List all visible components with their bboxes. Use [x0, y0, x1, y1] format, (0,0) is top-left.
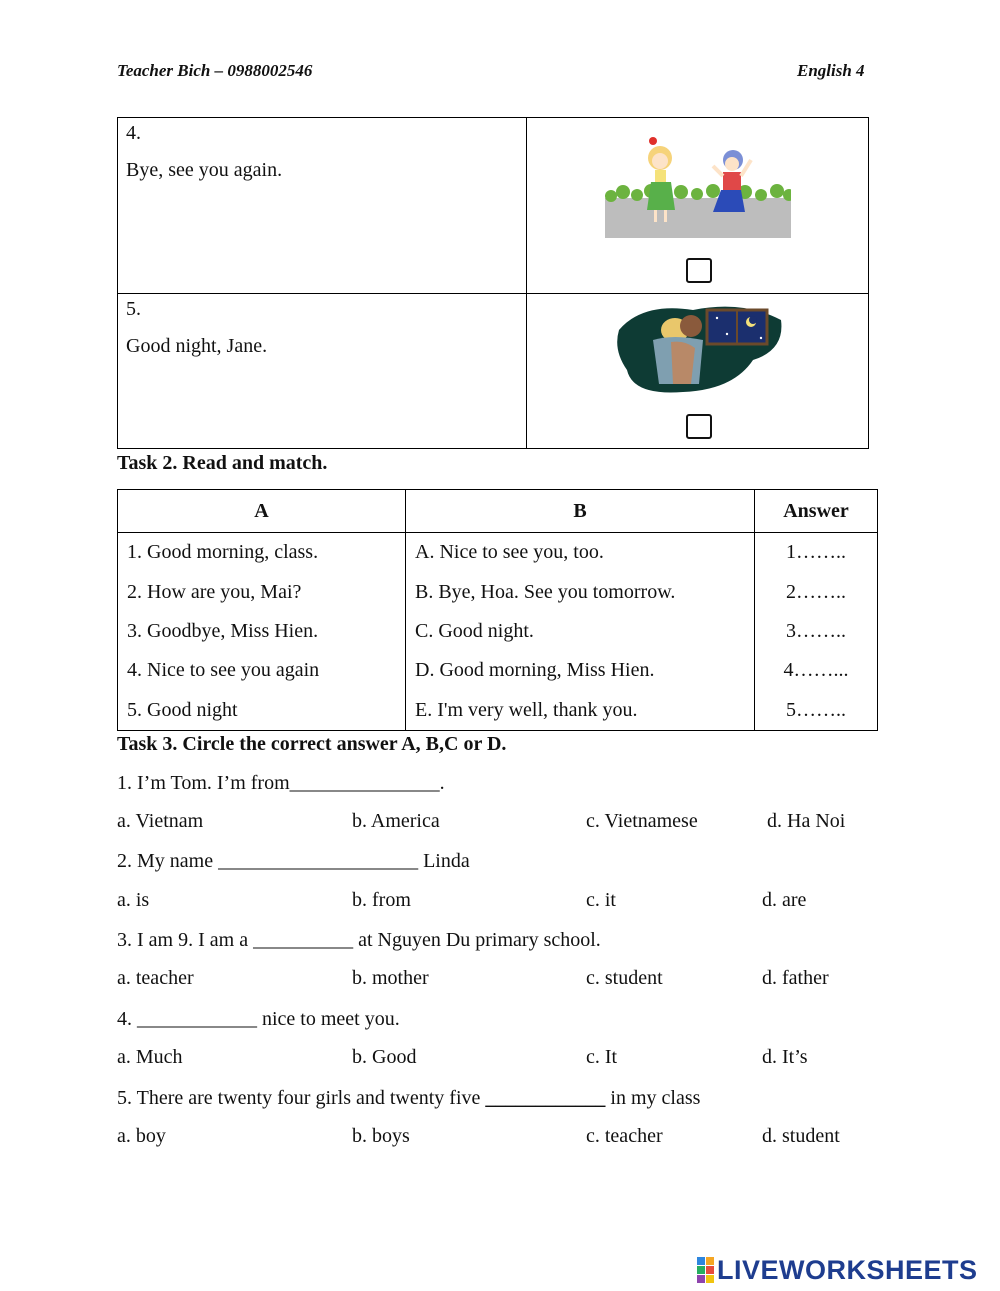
cell-b: B. Bye, Hoa. See you tomorrow. — [406, 572, 755, 611]
option-a[interactable]: a. Vietnam — [117, 810, 204, 832]
table-row — [118, 612, 878, 651]
question-5-blank: ____________ — [485, 1087, 606, 1109]
item-number: 5. — [126, 297, 141, 320]
answer-blank[interactable]: 1…….. — [755, 533, 878, 573]
table-row — [118, 651, 878, 690]
option-b[interactable]: b. Good — [352, 1046, 417, 1068]
option-d[interactable]: d. Ha Noi — [767, 810, 846, 832]
task2-title: Task 2. Read and match. — [117, 452, 328, 474]
question-4: 4. ____________ nice to meet you. — [117, 1008, 400, 1030]
logo-mark-icon — [697, 1257, 714, 1283]
cell-b: D. Good morning, Miss Hien. — [406, 651, 755, 690]
question-1: 1. I’m Tom. I’m from_______________. — [117, 772, 445, 794]
task1-picture-cell — [527, 293, 869, 448]
option-c[interactable]: c. Vietnamese — [586, 810, 698, 832]
option-d[interactable]: d. It’s — [762, 1046, 808, 1068]
cell-a: 3. Goodbye, Miss Hien. — [118, 612, 406, 651]
task3-title: Task 3. Circle the correct answer A, B,C or D. — [117, 733, 507, 755]
cell-a: 4. Nice to see you again — [118, 651, 406, 690]
table-row — [118, 572, 878, 611]
question-5-before: 5. There are twenty four girls and twenty five — [117, 1087, 486, 1109]
task1-picture-cell — [527, 118, 869, 294]
answer-checkbox[interactable] — [686, 258, 712, 283]
cell-a: 1. Good morning, class. — [118, 533, 406, 573]
option-c[interactable]: c. It — [586, 1046, 618, 1068]
cell-b: C. Good night. — [406, 612, 755, 651]
answer-checkbox[interactable] — [686, 414, 712, 439]
option-a[interactable]: a. teacher — [117, 967, 194, 989]
answer-blank[interactable]: 5…….. — [755, 691, 878, 731]
answer-blank[interactable]: 3…….. — [755, 612, 878, 651]
logo-text: LIVEWORKSHEETS — [717, 1254, 978, 1285]
task1-text-cell — [118, 118, 527, 294]
question-3: 3. I am 9. I am a __________ at Nguyen Du primary school. — [117, 929, 601, 951]
option-c[interactable]: c. teacher — [586, 1125, 663, 1147]
task1-row — [118, 293, 869, 448]
liveworksheets-logo — [697, 1255, 978, 1285]
option-d[interactable]: d. father — [762, 967, 829, 989]
good-night-picture — [613, 300, 785, 396]
task1-text-cell — [118, 293, 527, 448]
option-c[interactable]: c. it — [586, 889, 616, 911]
option-b[interactable]: b. from — [352, 889, 411, 911]
table-row — [118, 533, 878, 573]
item-number: 4. — [126, 122, 141, 144]
match-header-row — [118, 490, 878, 533]
option-b[interactable]: b. America — [352, 810, 440, 832]
item-sentence: Bye, see you again. — [126, 159, 283, 181]
table-row — [118, 691, 878, 731]
column-a-header: A — [118, 490, 406, 533]
option-a[interactable]: a. Much — [117, 1046, 183, 1068]
cell-b: E. I'm very well, thank you. — [406, 691, 755, 731]
kids-waving-picture — [605, 116, 791, 240]
option-d[interactable]: d. are — [762, 889, 807, 911]
task1-row — [118, 118, 869, 294]
match-table — [117, 489, 878, 731]
task1-table — [117, 117, 869, 449]
option-a[interactable]: a. is — [117, 889, 150, 911]
question-5 — [117, 1086, 700, 1110]
item-sentence: Good night, Jane. — [126, 334, 268, 357]
cell-a: 2. How are you, Mai? — [118, 572, 406, 611]
answer-header: Answer — [755, 490, 878, 533]
question-2: 2. My name ____________________ Linda — [117, 850, 470, 872]
option-c[interactable]: c. student — [586, 967, 663, 989]
option-b[interactable]: b. mother — [352, 967, 429, 989]
cell-b: A. Nice to see you, too. — [406, 533, 755, 573]
header-teacher: Teacher Bich – 0988002546 — [117, 61, 313, 80]
option-d[interactable]: d. student — [762, 1125, 840, 1147]
column-b-header: B — [406, 490, 755, 533]
option-a[interactable]: a. boy — [117, 1125, 166, 1147]
answer-blank[interactable]: 4……... — [755, 651, 878, 690]
option-b[interactable]: b. boys — [352, 1125, 410, 1147]
header-subject: English 4 — [797, 61, 865, 80]
answer-blank[interactable]: 2…….. — [755, 572, 878, 611]
question-5-after: in my class — [605, 1087, 701, 1109]
cell-a: 5. Good night — [118, 691, 406, 731]
